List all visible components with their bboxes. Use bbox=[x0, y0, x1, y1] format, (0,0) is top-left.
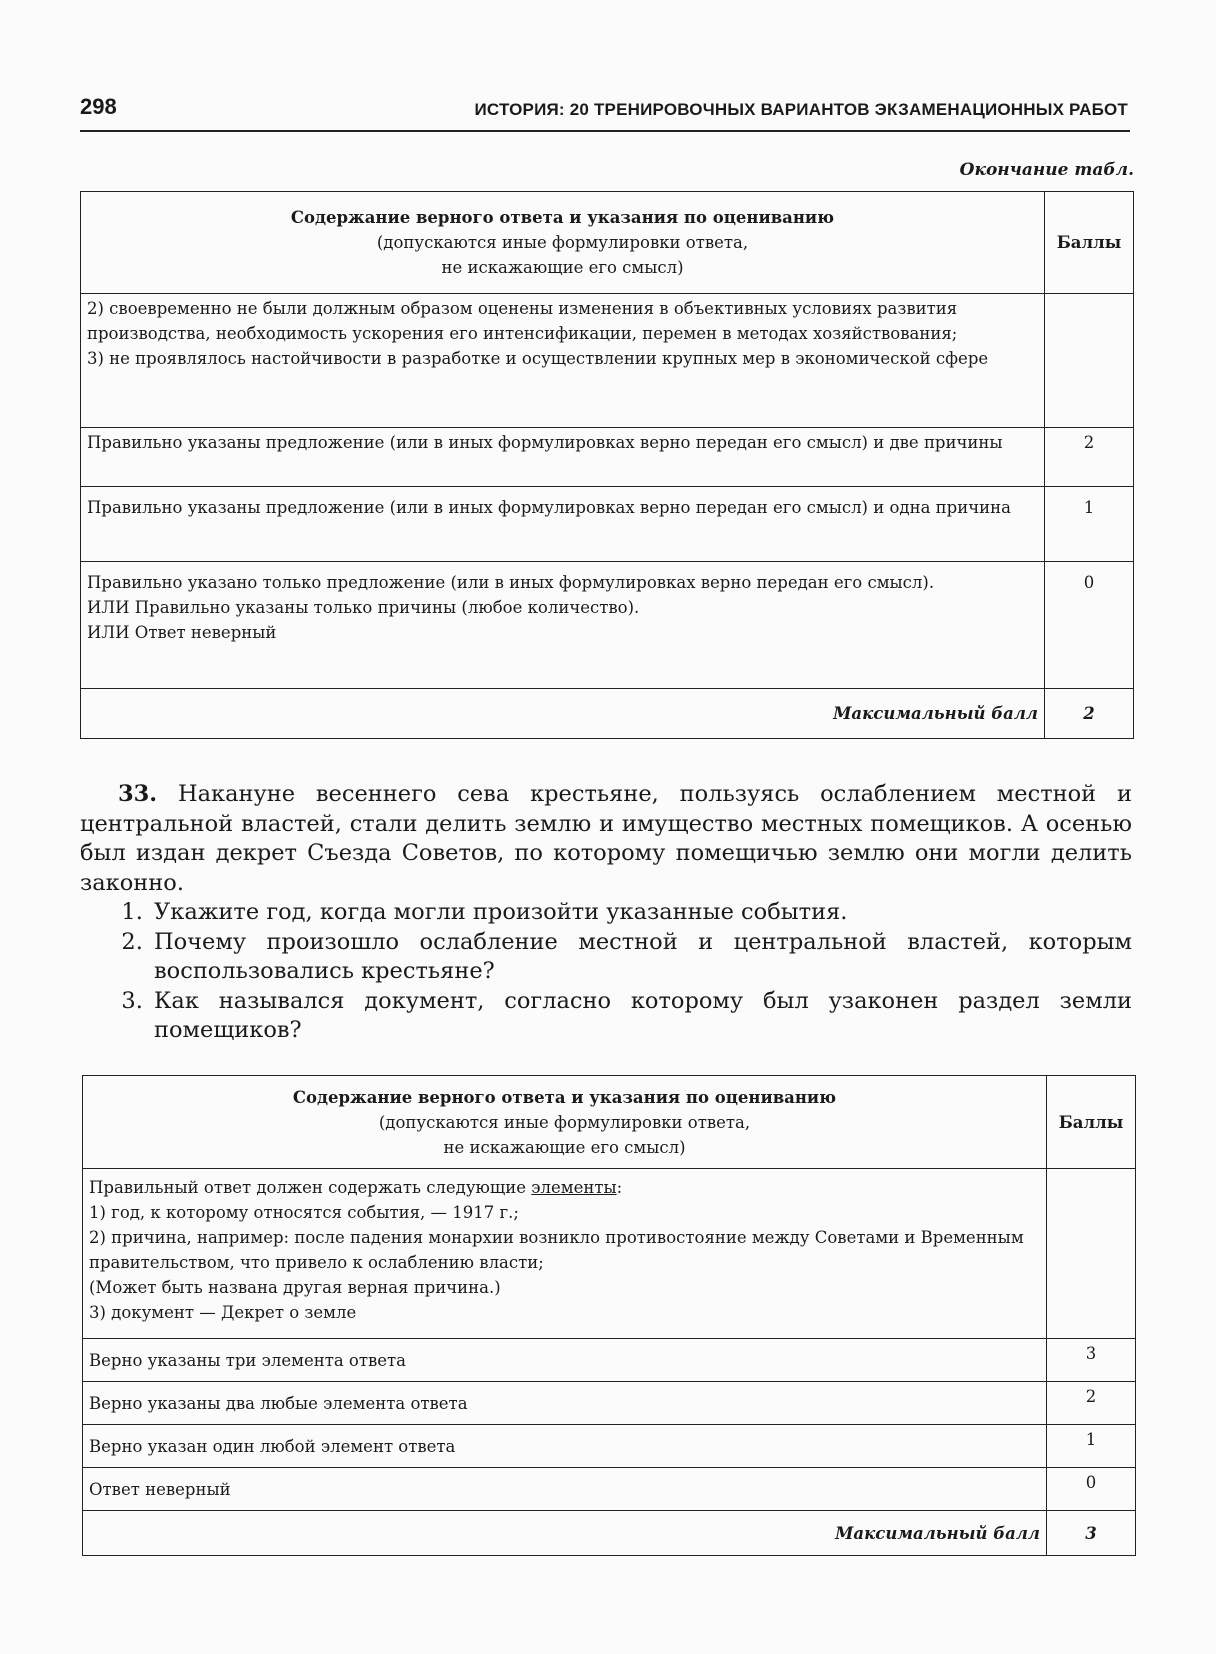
row-score bbox=[1045, 294, 1134, 428]
header-title: Содержание верного ответа и указания по оцениванию bbox=[290, 208, 835, 227]
row-score: 0 bbox=[1045, 562, 1134, 689]
max-score-label: Максимальный балл bbox=[81, 689, 1045, 739]
table-row bbox=[81, 428, 1134, 487]
row-score: 3 bbox=[1047, 1339, 1136, 1382]
header-subtitle: не искажающие его смысл) bbox=[443, 1137, 686, 1157]
row-score: 0 bbox=[1047, 1468, 1136, 1511]
table-row bbox=[83, 1382, 1136, 1425]
question-items bbox=[80, 898, 1132, 1046]
continuation-label: Окончание табл. bbox=[959, 160, 1134, 180]
running-title: ИСТОРИЯ: 20 ТРЕНИРОВОЧНЫХ ВАРИАНТОВ ЭКЗАМЕНАЦИОННЫХ РАБОТ bbox=[474, 100, 1128, 119]
header-rule bbox=[80, 130, 1130, 132]
row-text: Ответ неверный bbox=[83, 1468, 1047, 1511]
max-score-value: 3 bbox=[1047, 1511, 1136, 1556]
row-text: Правильно указано только предложение (или в иных формулировках верно передан его смысл). bbox=[87, 573, 935, 592]
max-score-row bbox=[83, 1511, 1136, 1556]
max-score-row bbox=[81, 689, 1134, 739]
table-row bbox=[81, 294, 1134, 428]
header-title: Содержание верного ответа и указания по оцениванию bbox=[292, 1087, 837, 1107]
grading-table-2 bbox=[82, 1075, 1136, 1556]
row-score: 2 bbox=[1047, 1382, 1136, 1425]
answer-intro bbox=[89, 1175, 1040, 1200]
max-score-label: Максимальный балл bbox=[83, 1511, 1047, 1556]
header-subtitle: (допускаются иные формулировки ответа, bbox=[376, 233, 749, 252]
row-text: 2) своевременно не были должным образом оценены изменения в объективных условиях развития производства, необходимость ускорения его интенсификации, перемен в методах хозяйствования; bbox=[87, 299, 958, 343]
header-subtitle: не искажающие его смысл) bbox=[441, 258, 684, 277]
row-text: Правильно указаны предложение (или в иных формулировках верно передан его смысл) и две причины bbox=[81, 428, 1045, 487]
answer-line: 3) документ — Декрет о земле bbox=[89, 1303, 357, 1322]
question-number: 33. bbox=[118, 781, 158, 807]
question-text: Накануне весеннего сева крестьяне, пользуясь ослаблением местной и центральной властей, стали делить землю и имущество местных помещиков. А осенью был издан декрет Съезда Советов, по которому помещичью землю они могли делить законно. bbox=[80, 781, 1133, 896]
table-row bbox=[81, 487, 1134, 562]
grading-table-1 bbox=[80, 191, 1134, 739]
row-text: ИЛИ Правильно указаны только причины (любое количество). bbox=[87, 598, 640, 617]
question-item: 1. Укажите год, когда могли произойти указанные события. bbox=[150, 898, 1132, 928]
row-score: 1 bbox=[1047, 1425, 1136, 1468]
table-row bbox=[83, 1339, 1136, 1382]
answer-intro-colon: : bbox=[616, 1178, 623, 1197]
row-text: Верно указаны три элемента ответа bbox=[83, 1339, 1047, 1382]
score-column-header: Баллы bbox=[1058, 1112, 1124, 1132]
row-text: Верно указаны два любые элемента ответа bbox=[83, 1382, 1047, 1425]
table-row bbox=[83, 1169, 1136, 1339]
answer-intro-underlined: элементы bbox=[531, 1178, 617, 1197]
row-text: Правильно указаны предложение (или в иных формулировках верно передан его смысл) и одна причина bbox=[81, 487, 1045, 562]
question-item: 3. Как назывался документ, согласно которому был узаконен раздел земли помещиков? bbox=[150, 987, 1132, 1046]
table-row bbox=[83, 1468, 1136, 1511]
row-score: 1 bbox=[1045, 487, 1134, 562]
page-number: 298 bbox=[80, 94, 117, 119]
row-text: Верно указан один любой элемент ответа bbox=[83, 1425, 1047, 1468]
row-score: 2 bbox=[1045, 428, 1134, 487]
answer-line: 2) причина, например: после падения монархии возникло противостояние между Советами и Временным правительством, что привело к ослаблению власти; bbox=[89, 1228, 1024, 1272]
table-header-row bbox=[83, 1076, 1136, 1169]
table-header-row bbox=[81, 192, 1134, 294]
question-33 bbox=[80, 780, 1132, 1046]
score-column-header: Баллы bbox=[1056, 233, 1122, 252]
row-text: 3) не проявлялось настойчивости в разработке и осуществлении крупных мер в экономической сфере bbox=[87, 349, 989, 368]
answer-line: 1) год, к которому относятся события, — 1917 г.; bbox=[89, 1203, 519, 1222]
table-row bbox=[81, 562, 1134, 689]
question-item: 2. Почему произошло ослабление местной и центральной властей, которым воспользовались крестьяне? bbox=[150, 928, 1132, 987]
max-score-value: 2 bbox=[1045, 689, 1134, 739]
row-text: ИЛИ Ответ неверный bbox=[87, 623, 277, 642]
table-row bbox=[83, 1425, 1136, 1468]
header-subtitle: (допускаются иные формулировки ответа, bbox=[378, 1112, 751, 1132]
answer-line: (Может быть названа другая верная причина.) bbox=[89, 1278, 501, 1297]
answer-intro-text: Правильный ответ должен содержать следующие bbox=[89, 1178, 532, 1197]
